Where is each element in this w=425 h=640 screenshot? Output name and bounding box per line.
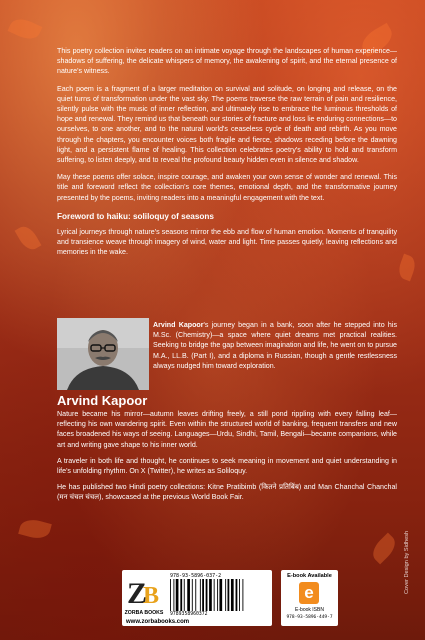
author-photo-caption: Arvind Kapoor [57,393,148,408]
author-name: Arvind Kapoor [153,321,204,329]
barcode-bar [195,579,196,611]
cover-design-credit: Cover Design by Sidhesh [404,530,410,594]
zorba-books-logo-icon [125,573,163,613]
barcode-bar [217,579,218,611]
barcode-bar [200,579,201,611]
intro-paragraph: This poetry collection invites readers on an intimate voyage through the landscapes of human experience—shadows of suffering, the delicate whispers of memory, the awakening of spirit, and the eternal presence of nature's witness. [57,47,397,76]
publisher-logo-text: ZORBA BOOKS [124,610,164,616]
author-portrait-icon [57,318,149,390]
leaf-decoration [15,223,42,254]
author-bio-paragraph: A traveler in both life and thought, he continues to seek meaning in movement and quiet understanding in life's unfolding rhythm. On X (Twitter), he writes as Soliloquy. [57,456,397,476]
publisher-url: www.zorbabooks.com [126,619,190,625]
barcode-bar [192,579,193,611]
barcode-bar [187,579,190,611]
ebook-icon: e [299,582,319,604]
author-bio-paragraph: Nature became his mirror—autumn leaves drifting freely, a still pond rippling with every falling leaf—reflecting his own wandering spirit. Even within the structured world of banking, frequent transfers and new faces broadened his ways of seeing. Languages—Urdu, Sindhi, Tamil, Bengali—became companions, while art and writing gave shape to his inner world. [57,410,397,449]
isbn-digits: 9789358960372 [170,612,208,617]
author-bio-continued [57,409,397,509]
barcode-bar [173,579,174,611]
barcode-bar [239,579,240,611]
svg-text:B: B [143,583,160,609]
ebook-panel [281,570,338,626]
barcode-bar [206,579,208,611]
leaf-decoration [8,15,43,44]
barcode-bar [180,579,182,611]
intro-section [57,46,397,257]
barcode-bar [228,579,230,611]
isbn-text: 978-93-5896-037-2 [170,573,222,579]
barcode-bar [202,579,204,611]
foreword-heading: Foreword to haiku: soliloquy of seasons [57,211,214,221]
barcode-panel [122,570,272,626]
barcode-bar [176,579,179,611]
barcode-bar [209,579,212,611]
leaf-decoration [368,533,400,565]
barcode-bar [184,579,185,611]
intro-paragraph: May these poems offer solace, inspire courage, and awaken your own sense of wonder and renewal. This title and foreword reflect the collection's core themes, emotional depth, and the transformative journey presented by the poems, inviting readers into a meaningful engagement with the text. [57,173,397,202]
svg-text:Z: Z [127,577,148,610]
barcode-bar [170,579,171,611]
ebook-title: E-book Available [287,573,332,579]
author-bio-text: 's journey began in a bank, soon after he stepped into his M.Sc. (Chemistry)—a space where quiet dreams met practical realities. Seeking to bridge the gap between imagination and life, he went on to pursue M.A., LL.B. (Part I), and a diploma in Russian, though a gentle restlessness always nudged him toward exploration. [153,321,398,370]
barcode-bar [225,579,226,611]
ebook-isbn-label: E-book ISBN [295,607,324,613]
barcode-bar [214,579,215,611]
barcode-bar [219,579,222,611]
ebook-isbn: 978-93-5896-449-7 [286,615,333,620]
leaf-decoration [18,516,52,541]
barcode-bar [236,579,238,611]
barcode-icon [168,579,268,611]
leaf-decoration [396,254,418,282]
barcode-bar [231,579,234,611]
foreword-text: Lyrical journeys through nature's seasons mirror the ebb and flow of human emotion. Moments of tranquility and transience weave through imagery of wind, water and light. Time passes quietly, leaving reflections and memories in the wake. [57,227,397,257]
author-bio-paragraph: He has published two Hindi poetry collections: Kitne Pratibimb (कितने प्रतिबिंब) and Man Chanchal Chanchal (मन चंचल चंचल), showcased at the previous World Book Fair. [57,483,397,502]
author-photo [57,318,149,390]
author-bio-paragraph [153,320,397,371]
barcode-bar [242,579,243,611]
intro-paragraph: Each poem is a fragment of a larger meditation on survival and solitude, on longing and release, on the quiet turns of transformation under the vast sky. The poems traverse the raw terrain of pain and resilience, silently pulse with the music of inner reflection, and ultimately rise to embrace the luminous thresholds of hope and renewal. They remind us that beneath our stories of fracture and loss lie enduring connections—to ourselves, to one another, and to the natural world's ceaseless cycle of death and rebirth. As you move through the chapters, you encounter voices both fragile and fierce, shadows receding before the dawning light, and a persistent flame of healing. This collection celebrates poetry's ability to hold and transform suffering, to listen deeply, and to reveal the profound beauty hidden even in silence and shadow. [57,84,397,165]
